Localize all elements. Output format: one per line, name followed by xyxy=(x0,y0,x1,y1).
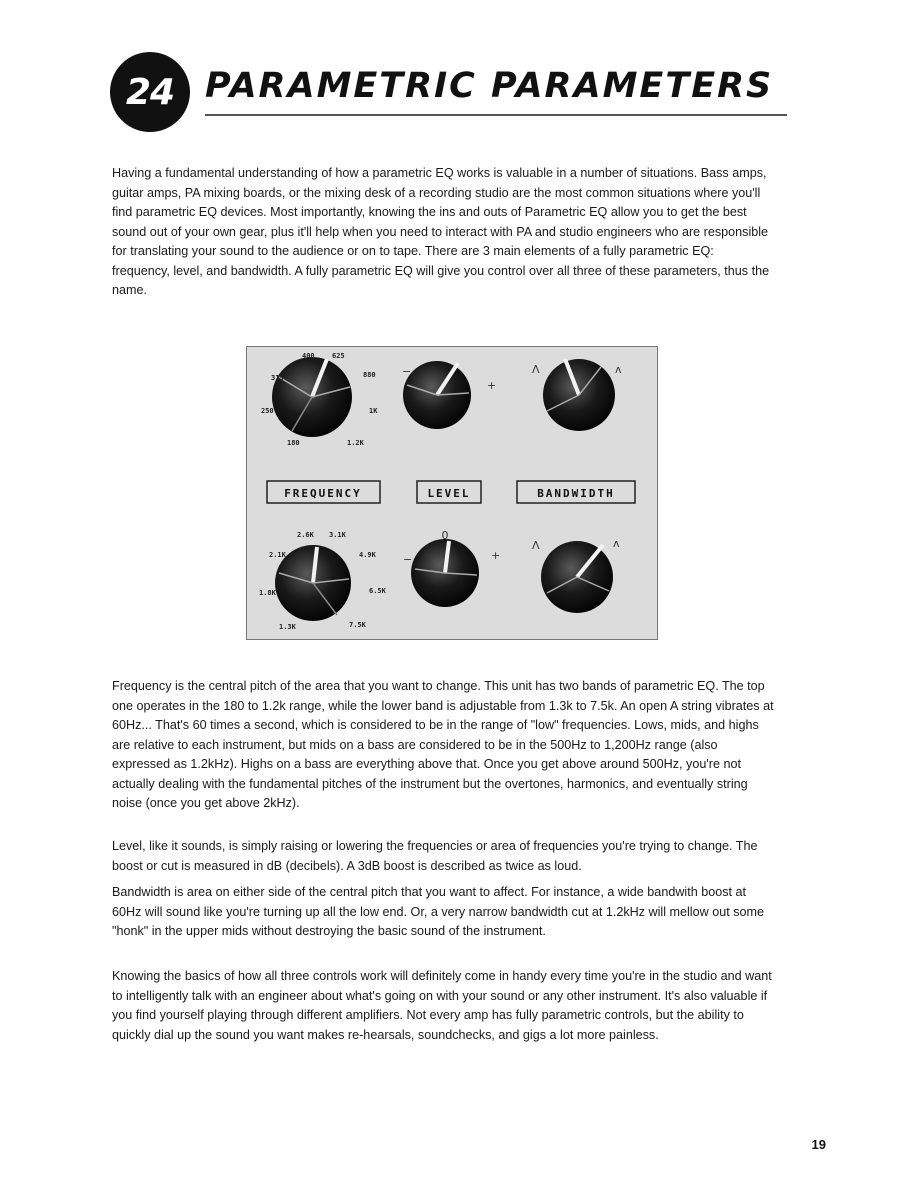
chapter-number-badge xyxy=(110,52,190,132)
level-plus-mark: + xyxy=(491,549,501,562)
upper-tick-label: 880 xyxy=(363,371,376,379)
bandwidth-label: BANDWIDTH xyxy=(537,487,615,500)
title-underline xyxy=(205,114,787,116)
page-title: PARAMETRIC PARAMETERS xyxy=(205,66,774,106)
lower-tick-label: 2.6K xyxy=(297,531,314,539)
lower-tick-label: 4.9K xyxy=(359,551,376,559)
upper-frequency-knob xyxy=(272,357,352,437)
upper-tick-label: 625 xyxy=(332,352,345,360)
level-minus-mark: − xyxy=(402,365,412,378)
upper-tick-label: 1.2K xyxy=(347,439,364,447)
chapter-number: 24 xyxy=(125,71,175,113)
lower-tick-label: 7.5K xyxy=(349,621,366,629)
upper-tick-label: 400 xyxy=(302,352,315,360)
upper-tick-label: 180 xyxy=(287,439,300,447)
upper-bandwidth-knob xyxy=(543,359,615,431)
lower-bandwidth-knob xyxy=(541,541,613,613)
level-plus-mark: + xyxy=(487,379,497,392)
eq-panel-illustration xyxy=(247,347,657,639)
frequency-label: FREQUENCY xyxy=(284,487,362,500)
bandwidth-wide-mark: Λ xyxy=(532,363,540,376)
lower-tick-label: 2.1K xyxy=(269,551,286,559)
frequency-paragraph: Frequency is the central pitch of the area that you want to change. This unit has two bands of parametric EQ. The top one operates in the 180 to 1.2k range, while the lower band is adjustable from 1.3k to 7.5k. An open A string vibrates at 60Hz... That's 60 times a second, which is considered to be in the range of "low" frequencies. Lows, mids, and highs are relative to each instrument, but mids on a bass are considered to be in the 500Hz to 1,200Hz range (also expressed as 1.2kHz). Highs on a bass are everything above that. Once you get above around 500Hz, you're not actually dealing with the fundamental pitches of the instrument but the overtones, harmonics, and eventually string noise (once you get above 2kHz). xyxy=(112,679,774,810)
level-paragraph: Level, like it sounds, is simply raising or lowering the frequencies or area of frequencies you're trying to change. The boost or cut is measured in dB (decibels). A 3dB boost is described as twice as loud. xyxy=(112,839,758,873)
lower-frequency-knob xyxy=(275,545,351,621)
lower-tick-label: 6.5K xyxy=(369,587,386,595)
bandwidth-wide-mark: Λ xyxy=(532,539,540,552)
eq-figure xyxy=(246,346,658,640)
upper-tick-label: 250 xyxy=(261,407,274,415)
lower-tick-label: 1.3K xyxy=(279,623,296,631)
lower-tick-label: 3.1K xyxy=(329,531,346,539)
page-number: 19 xyxy=(811,1137,826,1152)
intro-paragraph: Having a fundamental understanding of how a parametric EQ works is valuable in a number of situations. Bass amps, guitar amps, PA mixing boards, or the mixing desk of a recording studio are the most common situations where you'll find parametric EQ devices. Most importantly, knowing the ins and outs of Parametric EQ allow you to get the best sound out of your own gear, plus it'll help when you need to interact with PA and studio engineers who are responsible for translating your sound to the audience or on to tape. There are 3 main elements of a fully parametric EQ: frequency, level, and bandwidth. A fully parametric EQ will give you control over all three of these parameters, thus the name. xyxy=(112,166,770,297)
upper-level-knob xyxy=(403,361,471,429)
level-label: LEVEL xyxy=(427,487,471,500)
bandwidth-paragraph: Bandwidth is area on either side of the central pitch that you want to affect. For instance, a wide bandwith boost at 60Hz will sound like you're turning up all the low end. Or, a very narrow bandwidth cut at 1.2kHz will mellow out some "honk" in the upper mids without destroying the basic sound of the instrument. xyxy=(112,885,764,938)
level-zero-mark: 0 xyxy=(441,529,449,542)
upper-tick-label: 315 xyxy=(271,374,284,382)
upper-tick-label: 1K xyxy=(369,407,378,415)
lower-tick-label: 1.8K xyxy=(259,589,276,597)
bandwidth-narrow-mark: ʌ xyxy=(615,363,622,376)
lower-level-knob xyxy=(411,539,479,607)
level-minus-mark: − xyxy=(403,553,413,566)
conclusion-paragraph: Knowing the basics of how all three controls work will definitely come in handy every time you're in the studio and want to intelligently talk with an engineer about what's going on with your sound or any other instrument. It's also valuable if you find yourself playing through different amplifiers. Not every amp has fully parametric controls, but the ability to quickly dial up the sound you want makes re-hearsals, soundchecks, and gigs a lot more painless. xyxy=(112,969,772,1042)
bandwidth-narrow-mark: ʌ xyxy=(613,537,620,550)
